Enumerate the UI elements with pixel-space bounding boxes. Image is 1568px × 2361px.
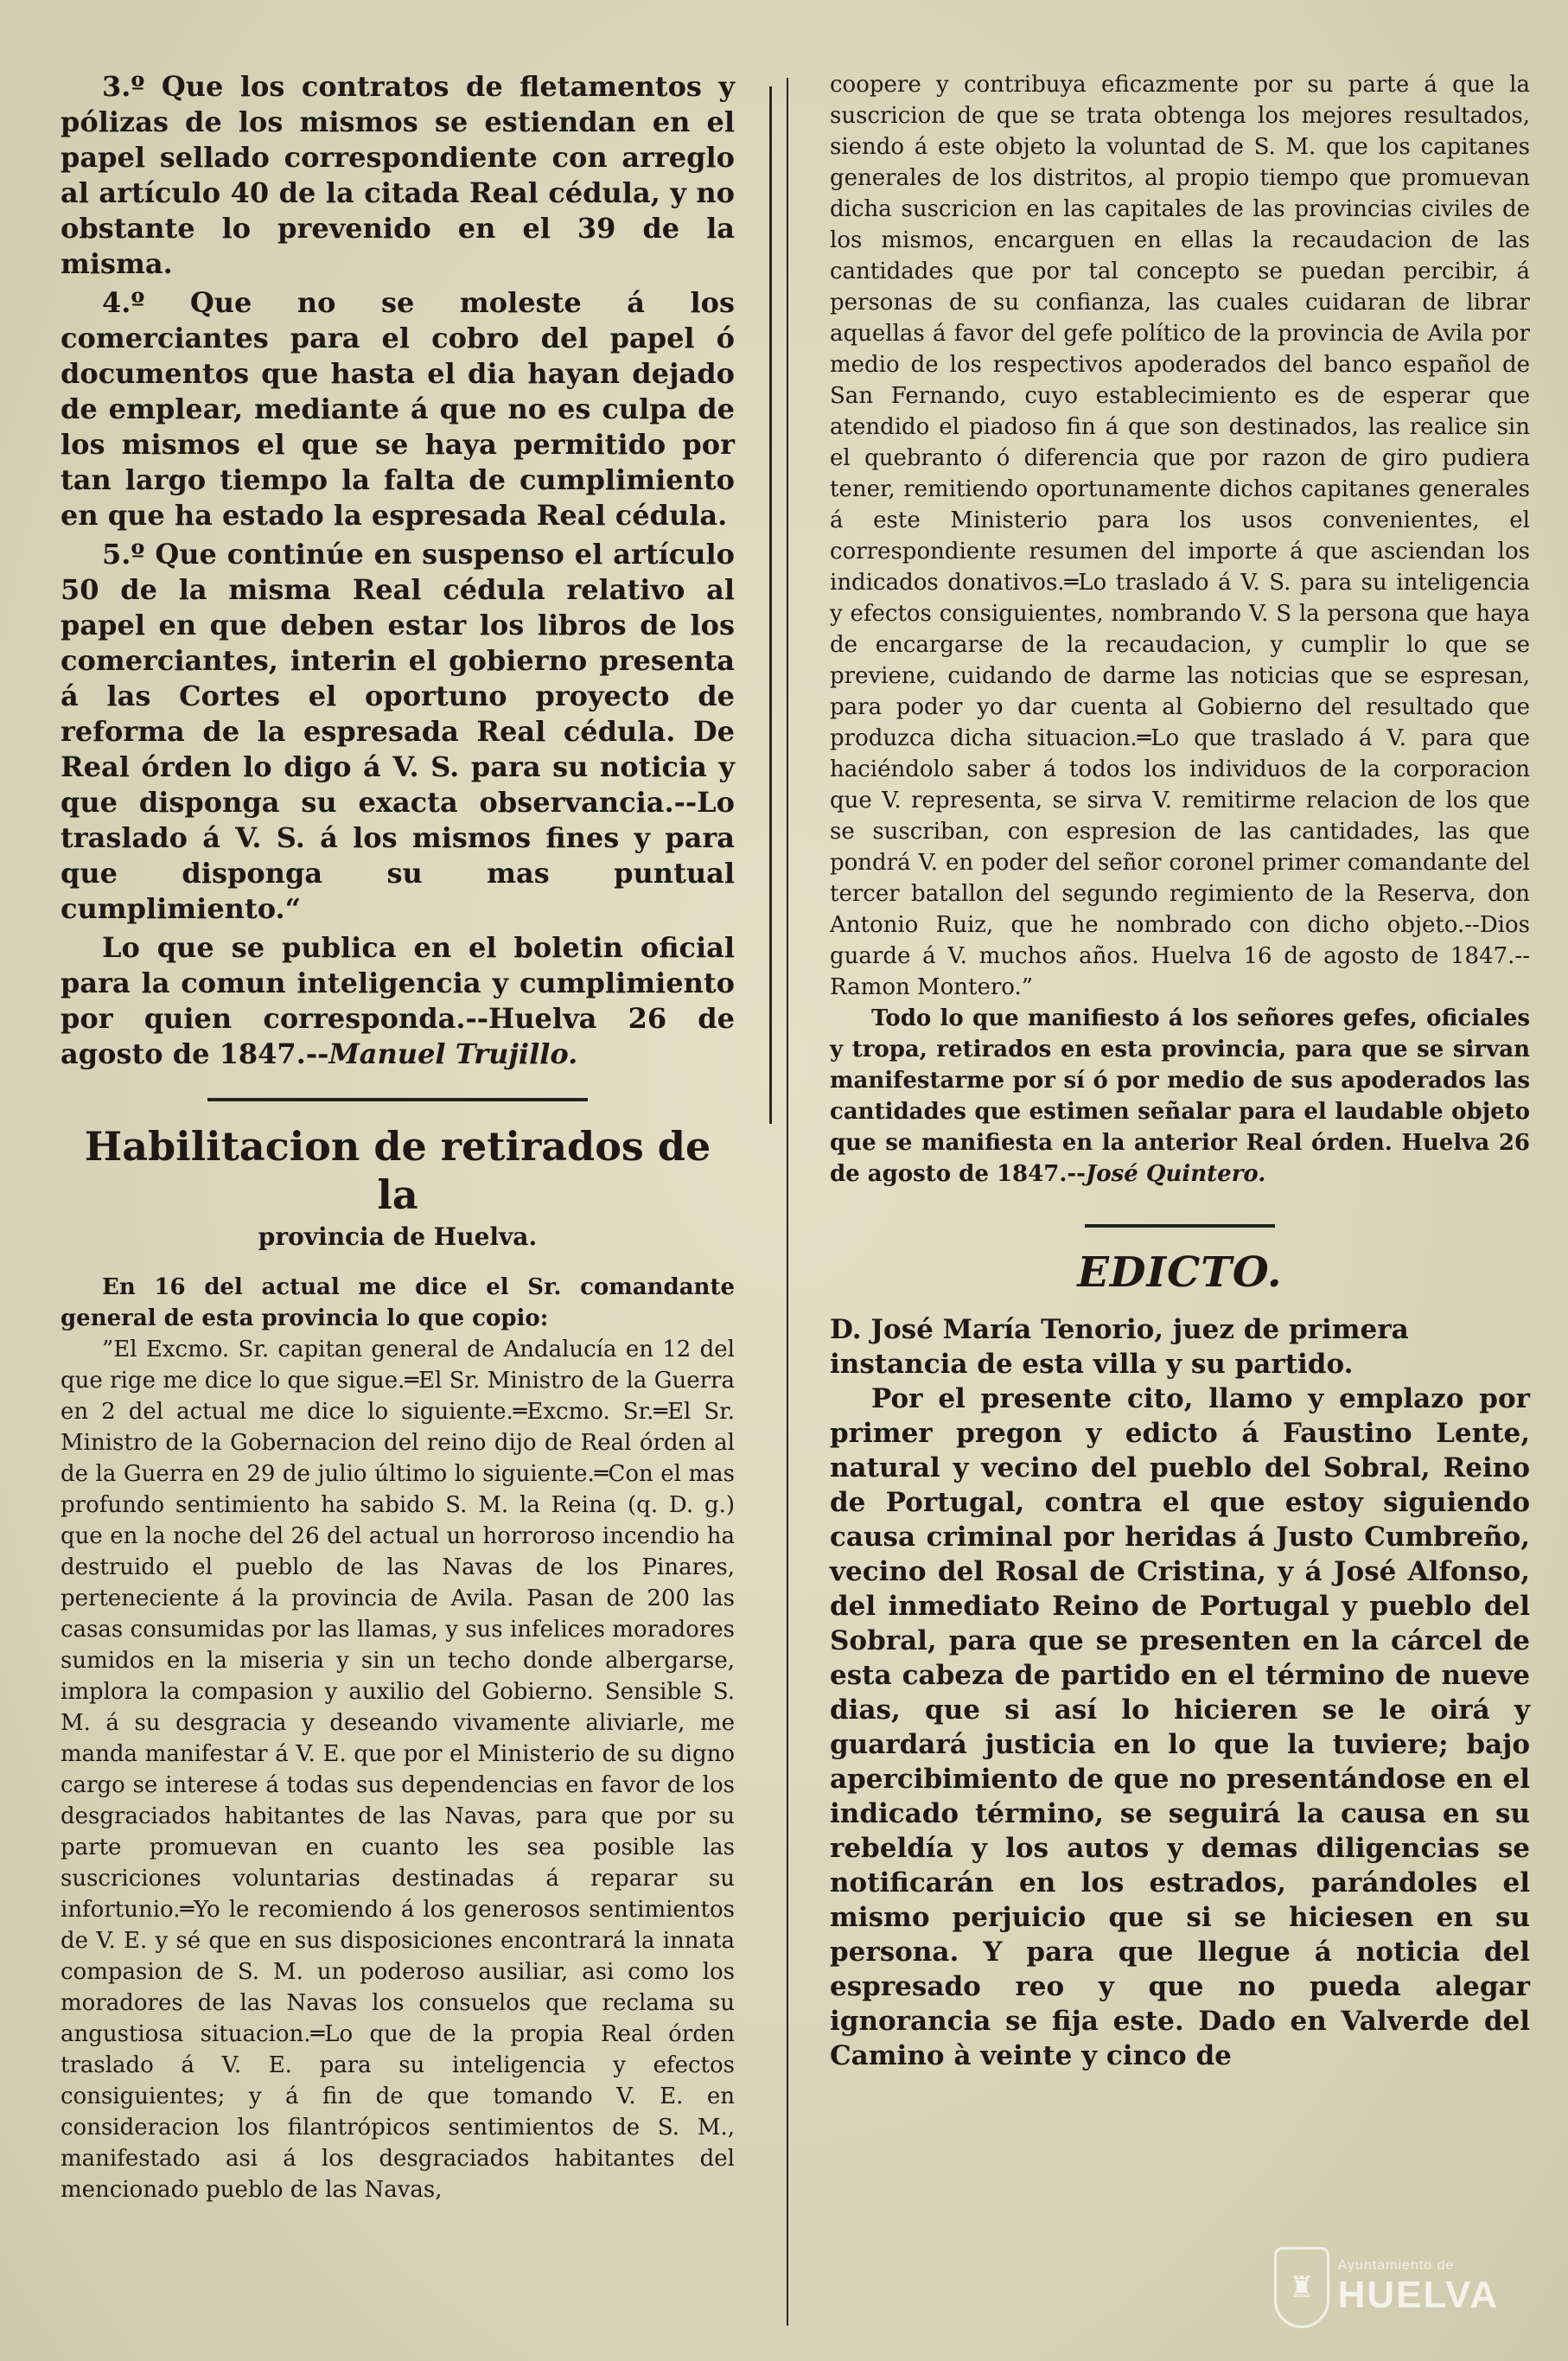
article-item-4: 4.º Que no se moleste á los comerciantes para el cobro del papel ó documentos que hasta el dia hayan dejado de emplear, mediante á que no es culpa de los mismos el que se haya permitido por tan largo tiempo la falta de cumplimiento en que ha estado la espresada Real cédula.	[61, 286, 735, 532]
edict-rule	[1085, 1224, 1275, 1228]
article-item-5: 5.º Que continúe en suspenso el artículo 50 de la misma Real cédula relativo al papel en que deben estar los libros de los comerciantes, interin el gobierno presenta á las Cortes el oportuno proyecto de reforma de la espresada Real cédula. De Real órden lo digo á V. S. para su noticia y que disponga su exacta observancia.--Lo traslado á V. S. á los mismos fines y para que disponga su mas puntual cumplimiento.“	[61, 538, 735, 925]
retirados-closing-text: Todo lo que manifiesto á los señores gefes, oficiales y tropa, retirados en esta provincia, para que se sirvan manifestarme por sí ó por medio de sus apoderados las cantidades que estimen señalar para el laudable objeto que se manifiesta en la anterior Real órden. Huelva 26 de agosto de 1847.--	[830, 1005, 1530, 1187]
continuation-text: coopere y contribuya eficazmente por su parte á que la suscricion de que se trata obtenga los mejores resultados, siendo á este objeto la voluntad de S. M. que los capitanes generales de los distritos, al propio tiempo que promuevan dicha suscricion en las capitales de las provincias civiles de los mismos, encarguen en ellas la recaudacion de las cantidades que por tal concepto se puedan percibir, á personas de su confianza, las cuales cuidaran de librar aquellas á favor del gefe político de la provincia de Avila por medio de los respectivos apoderados del banco español de San Fernando, cuyo establecimiento es de esperar que atendido el piadoso fin á que son destinados, las realice sin el quebranto ó diferencia que por razon de giro pudiera tener, remitiendo oportunamente dichos capitanes generales á este Ministerio para los usos convenientes, el correspondiente resumen del importe á que asciendan los indicados donativos.═Lo traslado á V. S. para su inteligencia y efectos consiguientes, nombrando V. S la persona que haya de encargarse de la recaudacion, y cumplir lo que se previene, cuidando de darme las noticias que se espresan, para poder yo dar cuenta al Gobierno del resultado que produzca dicha situacion.═Lo que traslado á V. para que haciéndolo saber á todos los individuos de la corporacion que V. representa, se sirva V. remitirme relacion de los que se suscriban, con espresion de las cantidades, las que pondrá V. en poder del señor coronel primer comandante del tercer batallon del segundo regimiento de la Reserva, don Antonio Ruiz, que he nombrado con dicho objeto.--Dios guarde á V. muchos años. Huelva 16 de agosto de 1847.--Ramon Montero.”	[830, 72, 1530, 1000]
section-subtitle: provincia de Huelva.	[258, 1222, 538, 1251]
column-divider-bottom	[787, 78, 788, 2326]
column-divider-top	[769, 86, 772, 1124]
edict-judge: D. José María Tenorio, juez de primera instancia de esta villa y su partido.	[830, 1314, 1409, 1380]
edict-body: Por el presente cito, llamo y emplazo por primer pregon y edicto á Faustino Lente, natural y vecino del pueblo del Sobral, Reino de Portugal, contra el que estoy siguiendo causa criminal por heridas á Justo Cumbreño, vecino del Rosal de Cristina, y á José Alfonso, del inmediato Reino de Portugal y pueblo del Sobral, para que se presenten en la cárcel de esta cabeza de partido en el término de nueve dias, que si así lo hicieren se le oirá y guardará justicia en lo que la tuviere; bajo apercibimiento de que no presentándose en el indicado término, se seguirá la causa en su rebeldía y los autos y demas diligencias se notificarán en los estrados, parándoles el mismo perjuicio que si se hiciesen en su persona. Y para que llegue á noticia del espresado reo y que no pueda alegar ignorancia se fija este. Dado en Valverde del Camino à veinte y cinco de	[830, 1383, 1530, 2071]
watermark-line2: HUELVA	[1337, 2274, 1499, 2316]
right-column	[830, 69, 1530, 2073]
section-body: ”El Excmo. Sr. capitan general de Andalucía en 12 del que rige me dice lo que sigue.═El Sr. Ministro de la Guerra en 2 del actual me dice lo siguiente.═Excmo. Sr.═El Sr. Ministro de la Gobernacion del reino dijo de Real órden al de la Guerra en 29 de julio último lo siguiente.═Con el mas profundo sentimiento ha sabido S. M. la Reina (q. D. g.) que en la noche del 26 del actual un horroroso incendio ha destruido el pueblo de las Navas de los Pinares, perteneciente á la provincia de Avila. Pasan de 200 las casas consumidas por las llamas, y sus infelices moradores sumidos en la miseria y sin un techo donde albergarse, implora la compasion y auxilio del Gobierno. Sensible S. M. á su desgracia y deseando vivamente aliviarle, me manda manifestar á V. E. que por el Ministerio de su digno cargo se interese á todas sus dependencias en favor de los desgraciados habitantes de las Navas, para que por su parte promuevan en cuanto les sea posible las suscriciones voluntarias destinadas á reparar su infortunio.═Yo le recomiendo á los generosos sentimientos de V. E. y sé que en sus disposiciones encontrará la innata compasion de S. M. un poderoso ausiliar, asi como los moradores de las Navas los consuelos que reclama su angustiosa situacion.═Lo que de la propia Real órden traslado á V. E. para su inteligencia y efectos consiguientes; y á fin de que tomando V. E. en consideracion los filantrópicos sentimientos de S. M., manifestado asi á los desgraciados habitantes del mencionado pueblo de las Navas,	[61, 1337, 735, 2203]
publication-note-text: Lo que se publica en el boletin oficial para la comun inteligencia y cumplimiento por quien corresponda.--Huelva 26 de agosto de 1847.--	[61, 931, 735, 1070]
signature-trujillo: Manuel Trujillo.	[328, 1037, 578, 1070]
section-intro: En 16 del actual me dice el Sr. comandante general de esta provincia lo que copio:	[61, 1274, 735, 1331]
watermark-line1: Ayuntamiento de	[1337, 2258, 1455, 2273]
signature-quintero: José Quintero.	[1085, 1161, 1266, 1187]
city-seal-icon: ♜	[1274, 2247, 1329, 2328]
section-rule	[207, 1098, 588, 1101]
section-title: Habilitacion de retirados de la	[84, 1123, 711, 1218]
watermark-text	[1338, 2258, 1499, 2317]
watermark	[1274, 2240, 1499, 2335]
publication-note	[61, 930, 735, 1072]
retirados-closing	[830, 1003, 1530, 1190]
article-item-3: 3.º Que los contratos de fletamentos y pólizas de los mismos se estiendan en el papel sellado correspondiente con arreglo al artículo 40 de la citada Real cédula, y no obstante lo prevenido en el 39 de la misma.	[61, 70, 735, 280]
edict-title: EDICTO.	[1077, 1248, 1283, 1297]
left-column	[61, 69, 735, 2205]
